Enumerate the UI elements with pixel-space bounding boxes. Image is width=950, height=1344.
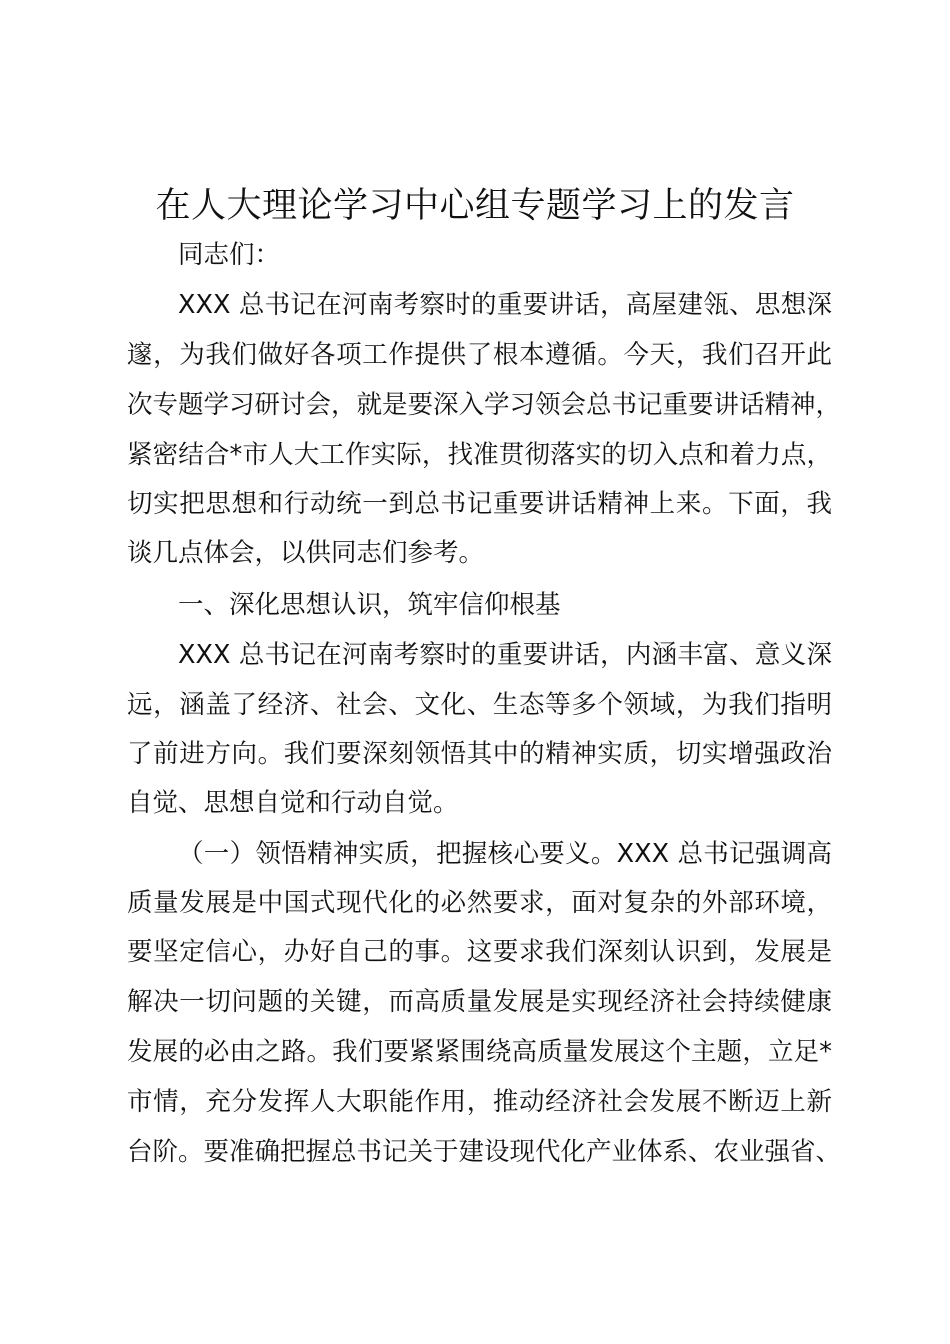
paragraph-line: 谈几点体会，以供同志们参考。 <box>127 538 485 568</box>
paragraph-line: 切实把思想和行动统一到总书记重要讲话精神上来。下面，我 <box>127 489 832 519</box>
paragraph-line: 质量发展是中国式现代化的必然要求，面对复杂的外部环境， <box>127 888 832 918</box>
section-heading: 一、深化思想认识，筑牢信仰根基 <box>178 590 561 620</box>
paragraph-line: （一）领悟精神实质，把握核心要义。XXX 总书记强调高 <box>178 839 832 869</box>
paragraph-line: 台阶。要准确把握总书记关于建设现代化产业体系、农业强省、 <box>127 1137 842 1167</box>
paragraph-line: XXX 总书记在河南考察时的重要讲话，高屋建瓴、思想深 <box>178 290 832 320</box>
paragraph-line: 解决一切问题的关键，而高质量发展是实现经济社会持续健康 <box>127 987 832 1017</box>
document-title: 在人大理论学习中心组专题学习上的发言 <box>155 186 795 226</box>
paragraph-line: 自觉、思想自觉和行动自觉。 <box>127 788 459 818</box>
paragraph-line: XXX 总书记在河南考察时的重要讲话，内涵丰富、意义深 <box>178 640 832 670</box>
paragraph-line: 紧密结合*市人大工作实际，找准贯彻落实的切入点和着力点， <box>127 440 832 470</box>
salutation: 同志们： <box>178 240 281 270</box>
paragraph-line: 远，涵盖了经济、社会、文化、生态等多个领域，为我们指明 <box>127 690 832 720</box>
paragraph-line: 邃，为我们做好各项工作提供了根本遵循。今天，我们召开此 <box>127 340 832 370</box>
paragraph-line: 发展的必由之路。我们要紧紧围绕高质量发展这个主题，立足* <box>127 1037 832 1067</box>
paragraph-line: 要坚定信心，办好自己的事。这要求我们深刻认识到，发展是 <box>127 937 832 967</box>
paragraph-line: 市情，充分发挥人大职能作用，推动经济社会发展不断迈上新 <box>127 1087 832 1117</box>
paragraph-line: 次专题学习研讨会，就是要深入学习领会总书记重要讲话精神， <box>127 390 842 420</box>
paragraph-line: 了前进方向。我们要深刻领悟其中的精神实质，切实增强政治 <box>127 739 832 769</box>
